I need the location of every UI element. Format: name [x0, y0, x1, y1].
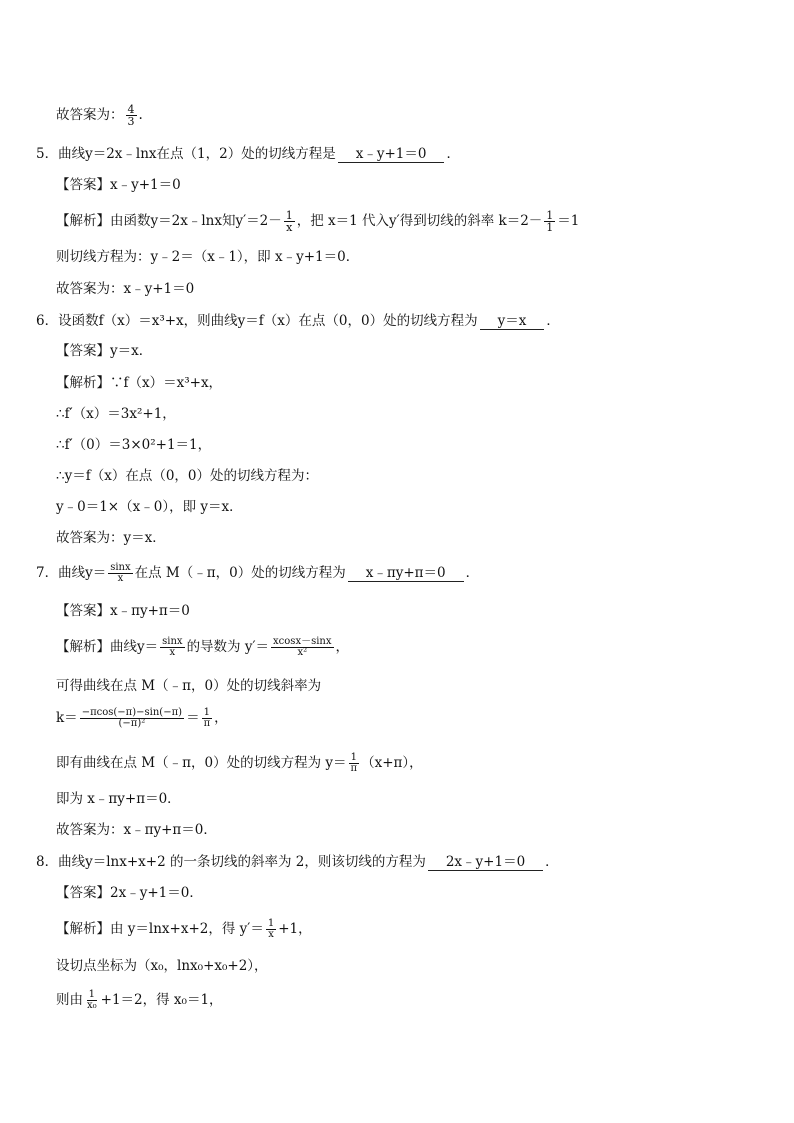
fraction-numerator: sinx [162, 636, 183, 647]
fraction-numerator: xcosx－sinx [273, 636, 332, 647]
q5-analysis-text-b: ，把 x＝1 代入y′得到切线的斜率 k＝2－ [296, 213, 543, 229]
q7-analysis-fraction-2 [271, 637, 333, 658]
q6-answer: 【答案】y＝x． [56, 343, 153, 359]
q7-step-2 [56, 708, 228, 729]
q4-final-answer [56, 104, 143, 127]
fraction-numerator: −πcos(−π)−sin(−π) [81, 707, 183, 718]
fraction-numerator: 1 [203, 707, 211, 718]
fraction-denominator: π [203, 718, 211, 729]
q5-step-1: 则切线方程为：y﹣2＝（x﹣1），即 x﹣y+1＝0． [56, 249, 360, 265]
q8-blank-answer: 2x﹣y+1＝0 [428, 855, 543, 871]
q7-analysis [56, 637, 349, 658]
q4-fraction [126, 104, 137, 127]
fraction-denominator: x² [297, 647, 308, 658]
q8-step-2-text-b: +1＝2，得 x₀＝1， [100, 992, 223, 1008]
q7-analysis-text-b: 的导数为 y′＝ [186, 639, 270, 655]
fraction-denominator: 3 [127, 115, 135, 128]
q7-question-suffix: ． [465, 565, 480, 581]
q4-final-prefix: 故答案为： [56, 107, 124, 123]
q7-step-3-text-a: 即有曲线在点 M（﹣π，0）处的切线方程为 y＝ [56, 755, 347, 771]
q8-analysis-text-a: 【解析】由 y＝lnx+x+2，得 y′＝ [56, 921, 264, 937]
q7-step-3-fraction [349, 753, 360, 774]
q6-question [36, 312, 560, 330]
fraction-denominator: x [169, 647, 176, 658]
q7-analysis-fraction-1 [160, 637, 184, 658]
q8-step-2 [56, 990, 223, 1011]
q5-analysis-fraction-2 [544, 210, 555, 233]
q6-final-answer: 故答案为：y＝x． [56, 530, 166, 546]
q8-question [36, 853, 559, 871]
q7-analysis-text-c: ， [335, 639, 349, 655]
fraction-denominator: x₀ [87, 1000, 97, 1011]
fraction-denominator: x [286, 221, 293, 234]
fraction-numerator: 4 [127, 103, 135, 116]
q6-step-4: y﹣0＝1×（x﹣0），即 y＝x． [56, 499, 243, 515]
q6-step-1: ∴f′（x）＝3x²+1， [56, 406, 176, 422]
q4-final-suffix: . [138, 107, 143, 123]
fraction-denominator: 1 [546, 221, 554, 234]
q7-step-2-text-a: k＝ [56, 710, 78, 726]
q5-final-answer: 故答案为：x﹣y+1＝0 [56, 281, 195, 297]
q5-question [36, 145, 460, 163]
q7-question-text-a: 7．曲线y＝ [36, 565, 107, 581]
q7-final-answer: 故答案为：x﹣πy+π＝0． [56, 822, 217, 838]
q8-analysis-text-b: +1， [278, 921, 312, 937]
q7-step-2-text-c: ， [214, 710, 228, 726]
fraction-denominator: (−π)² [118, 718, 146, 729]
q5-analysis-text-a: 【解析】由函数y＝2x﹣lnx知y′＝2－ [56, 213, 282, 229]
q7-analysis-text-a: 【解析】曲线y＝ [56, 639, 159, 655]
q7-question-text-b: 在点 M（﹣π，0）处的切线方程为 [134, 565, 346, 581]
fraction-denominator: x [268, 929, 274, 940]
q7-step-1: 可得曲线在点 M（﹣π，0）处的切线斜率为 [56, 678, 322, 694]
q6-analysis: 【解析】∵f（x）＝x³+x， [56, 375, 223, 391]
fraction-numerator: sinx [110, 562, 131, 573]
fraction-numerator: 1 [546, 209, 554, 222]
q7-step-4: 即为 x﹣πy+π＝0． [56, 791, 181, 807]
q5-blank-answer: x﹣y+1＝0 [338, 147, 445, 163]
q5-analysis-fraction-1 [284, 210, 295, 233]
q5-question-suffix: ． [446, 146, 460, 162]
q7-step-2-text-b: ＝ [186, 710, 200, 726]
q8-question-suffix: ． [545, 854, 559, 870]
q7-step-2-fraction-1 [80, 708, 184, 729]
q5-answer: 【答案】x﹣y+1＝0 [56, 177, 181, 193]
fraction-denominator: π [350, 763, 358, 774]
q8-step-2-fraction [85, 990, 99, 1011]
q6-step-2: ∴f′（0）＝3×0²+1＝1， [56, 437, 212, 453]
q8-question-text: 8．曲线y＝lnx+x+2 的一条切线的斜率为 2，则该切线的方程为 [36, 854, 426, 870]
q7-blank-answer: x﹣πy+π＝0 [348, 566, 464, 582]
q8-analysis [56, 919, 312, 940]
q6-question-suffix: ． [546, 313, 560, 329]
q8-step-1: 设切点坐标为（x₀，lnx₀+x₀+2）， [56, 958, 268, 974]
q8-analysis-fraction [266, 919, 276, 940]
q8-step-2-text-a: 则由 [56, 992, 83, 1008]
q6-blank-answer: y＝x [480, 314, 545, 330]
fraction-numerator: 1 [267, 918, 275, 929]
fraction-denominator: x [117, 573, 124, 584]
q7-question-fraction [108, 563, 132, 584]
fraction-numerator: 1 [285, 209, 293, 222]
q5-analysis-text-c: ＝1 [557, 213, 580, 229]
q7-question [36, 563, 479, 584]
fraction-numerator: 1 [350, 752, 357, 763]
q7-step-3 [56, 753, 423, 774]
q7-step-3-text-b: （x+π）， [361, 755, 423, 771]
q6-step-3: ∴y＝f（x）在点（0，0）处的切线方程为： [56, 468, 319, 484]
fraction-numerator: 1 [88, 989, 96, 1000]
q5-question-text: 5．曲线y＝2x﹣lnx在点（1，2）处的切线方程是 [36, 146, 336, 162]
q5-analysis [56, 210, 579, 233]
q6-question-text: 6．设函数f（x）＝x³+x，则曲线y＝f（x）在点（0，0）处的切线方程为 [36, 313, 478, 329]
q8-answer: 【答案】2x﹣y+1＝0． [56, 885, 203, 901]
q7-step-2-fraction-2 [202, 708, 213, 729]
q7-answer: 【答案】x﹣πy+π＝0 [56, 603, 190, 619]
